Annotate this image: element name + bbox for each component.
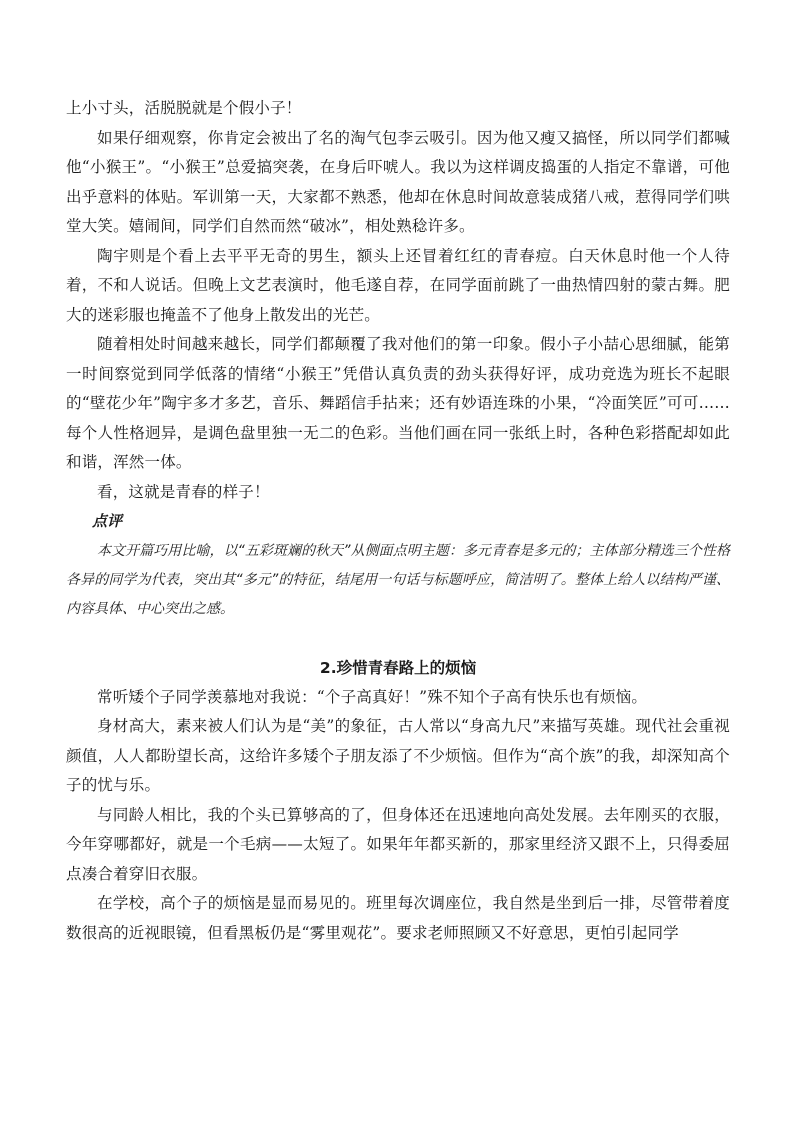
paragraph: 看，这就是青春的样子！ <box>97 482 270 501</box>
paragraph: 在学校，高个子的烦恼是显而易见的。班里每次调座位，我自然是坐到后一排，尽管带着度数很高的近视眼镜，但看黑板仍是“雾里观花”。要求老师照顾又不好意思，更怕引起同学 <box>66 894 730 942</box>
comment-text: 本文开篇巧用比喻，以“五彩斑斓的秋天”从侧面点明主题：多元青春是多元的；主体部分精选三个性格各异的同学为代表，突出其“多元”的特征，结尾用一句话与标题呼应，简洁明了。整体上给人以结构严谨、内容具体、中心突出之感。 <box>66 542 730 617</box>
paragraph: 陶宇则是个看上去平平无奇的男生，额头上还冒着红红的青春痘。白天休息时他一个人待着，不和人说话。但晚上文艺表演时，他毛遂自荐，在同学面前跳了一曲热情四射的蒙古舞。肥大的迷彩服也掩盖不了他身上散发出的光芒。 <box>66 246 730 324</box>
paragraph: 如果仔细观察，你肯定会被出了名的淘气包李云吸引。因为他又瘦又搞怪，所以同学们都喊他“小猴王”。“小猴王”总爱搞突袭，在身后吓唬人。我以为这样调皮捣蛋的人指定不靠谱，可他出乎意料的体贴。军训第一天，大家都不熟悉，他却在休息时间故意装成猪八戒，惹得同学们哄堂大笑。嬉闹间，同学们自然而然“破冰”，相处熟稔许多。 <box>66 128 730 235</box>
document-content <box>66 94 730 948</box>
paragraph: 与同龄人相比，我的个头已算够高的了，但身体还在迅速地向高处发展。去年刚买的衣服，今年穿哪都好，就是一个毛病——太短了。如果年年都买新的，那家里经济又跟不上，只得委屈点凑合着穿旧衣服。 <box>66 805 730 883</box>
paragraph: 常听矮个子同学羡慕地对我说：“个子高真好！”殊不知个子高有快乐也有烦恼。 <box>97 687 648 706</box>
section-title: 2.珍惜青春路上的烦恼 <box>319 658 477 677</box>
comment-label: 点评 <box>92 512 123 530</box>
paragraph: 上小寸头，活脱脱就是个假小子！ <box>66 99 302 117</box>
paragraph: 随着相处时间越来越长，同学们都颠覆了我对他们的第一印象。假小子小喆心思细腻，能第一时间察觉到同学低落的情绪“小猴王”凭借认真负责的劲头获得好评，成功竞选为班长不起眼的“壁花少年”陶宇多才多艺，音乐、舞蹈信手拈来；还有妙语连珠的小果，“冷面笑匠”可可……每个人性格迥异，是调色盘里独一无二的色彩。当他们画在同一张纸上时，各种色彩搭配却如此和谐，浑然一体。 <box>66 335 730 471</box>
paragraph: 身材高大，素来被人们认为是“美”的象征，古人常以“身高九尺”来描写英雄。现代社会重视颜值，人人都盼望长高，这给许多矮个子朋友添了不少烦恼。但作为“高个族”的我，却深知高个子的忧与乐。 <box>66 717 730 794</box>
